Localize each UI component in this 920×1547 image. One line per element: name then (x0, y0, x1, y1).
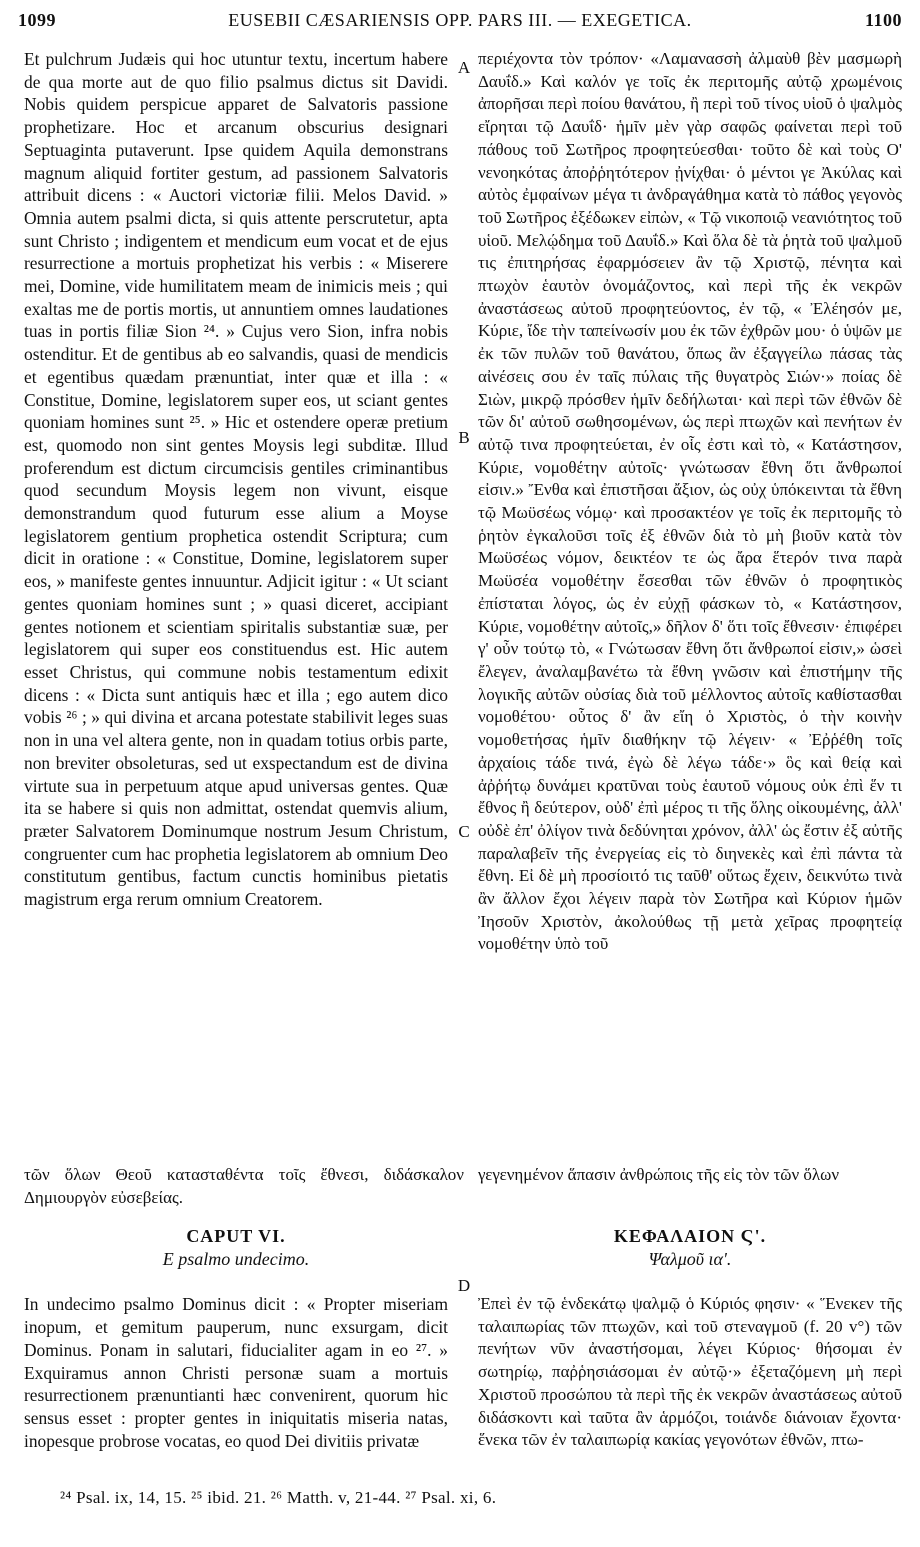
latin-column (24, 48, 448, 911)
caput-title-greek: ΚΕΦΑΛΑΙΟΝ Ϛ'. (613, 1226, 767, 1246)
margin-letter-c: C (458, 822, 470, 841)
running-head (18, 10, 902, 38)
greek-chapter-paragraph: Ἐπεὶ ἐν τῷ ἑνδεκάτῳ ψαλμῷ ὁ Κύριός φησιν· « Ἕνεκεν τῆς ταλαιπωρίας τῶν πτωχῶν, καὶ τοῦ στεναγμοῦ (f. 20 v°) τῶν πενήτων νῦν ἀναστήσομαι, λέγει Κύριος· θήσομαι ἐν σωτηρίῳ, παῤῥησιάσομαι ἐν αὐτῷ·» ἐξεταζόμενη μὴ περὶ Χριστοῦ προσώπου τὰ περὶ τῆς ἐκ νεκρῶν ἀναστάσεως αὐτοῦ διδάσκοντι καὶ ταῦτα ἂν ἁρμόζοι, τοιάνδε διάνοιαν ἔχοντα· ἕνεκα τῶν ἐν ταλαιπωρίᾳ κακίας γεγονότων ἐθνῶν, πτω- (478, 1294, 902, 1450)
margin-letter-d: D (457, 1276, 471, 1295)
latin-text: Et pulchrum Judæis qui hoc utuntur textu, incertum habere de qua morte aut de quo filio psalmus dictus sit Davidi. Nobis quidem perspicue apparet de Salvatoris passione prophetizare. Hoc et arcanum obscurius designari Septuaginta putaverunt. Ipse quidem Aquila demonstrans magnum aliquid fortiter gestum, ad passionem Salvatoris attribuit dicens : « Auctori victoriæ filii. Melos David. » Omnia autem psalmi dicta, si quis attente perscrutetur, apta sunt Christo ; indigentem et mendicum eum vocat et de ejus resurrectione a mortuis prophetizat his verbis : « Miserere mei, Domine, vide humilitatem meam de inimicis meis ; qui exaltas me de portis mortis, ut annuntiem omnes laudationes tuas in portis filiæ Sion ²⁴. » Cujus vero Sion, infra nobis ostenditur. Et de gentibus ab eo salvandis, quasi de mendicis et egentibus quædam prænuntiat, inter quæ et illa : « Constitue, Domine, legislatorem super eos, ut sciant gentes quoniam homines sunt ²⁵. » Hic et ostendere operæ pretium est, quomodo non sint gentes Moysis legi subditæ. Illud proferendum est dictum circumcisis gentiles criminantibus quod secundum Moysis legem non vivunt, eisque demonstrandum quod futurum esse alium a Moyse legislatorem gentium prophetica ostendit Scriptura; cum dicit in oratione : « Constitue, Domine, legislatorem super eos, » manifeste gentes innuuntur. Adjicit igitur : « Ut sciant gentes quoniam homines sunt ; » quasi diceret, accipiant gentes notionem et scientiam spiritalis substantiæ suæ, per legislatorem qui super eos constituendus est. Hic autem esset Christus, qui commune nobis testamentum edixit dicens : « Dicta sunt antiquis hæc et illa ; ego autem dico vobis ²⁶ ; » qui divina et arcana potestate stabilivit leges suas non in una vel altera gente, non in quadam totius orbis parte, non breviter obsoleturas, sed ut exspectandum est de divina virtute sua in perpetuum atque apud universas gentes. Quæ ita se habere si quis non admittat, ostendat quemvis alium, præter Salvatorem Dominumque nostrum Jesum Christum, congruenter cum hac prophetia legislatorem ab omnium Deo constitutum gentibus, factum cunctis hominibus pietatis magistrum erga rerum omnium Creatorem. (24, 49, 448, 910)
caput-title-latin: CAPUT VI. (186, 1226, 286, 1246)
page-number-right: 1100 (864, 10, 902, 30)
greek-chapter-text (478, 1276, 902, 1469)
page-number-left: 1099 (18, 10, 56, 30)
caput-heading-latin (24, 1226, 448, 1270)
greek-text: περιέχοντα τὸν τρόπον· «Λαμανασσὴ ἀλμαὺθ βὲν μασμωρὴ Δαυΐδ.» Καὶ καλόν γε τοῖς ἐκ περιτομῆς αὐτῷ χρωμένοις ἀπορῆσαι περὶ ποίου θανάτου, ἢ περὶ τοῦ τίνος υἱοῦ ὁ ψαλμὸς εἴρηται τῷ Δαυΐδ· ἡμῖν μὲν γὰρ σαφῶς φαίνεται περὶ τοῦ πάθους τοῦ Σωτῆρος προφητεύεσθαι· τοῦτο δὲ καὶ τοὺς Ο' νενοηκότας ἀποῤῥητότερον ᾐνίχθαι· ὁ μέντοι γε Ἀκύλας καὶ αὐτὸς ἐμφαίνων μέγα τι ἀνδραγάθημα κατὰ τὸ πάθος γεγονὸς τοῦ Σωτῆρος ἐξέδωκεν εἰπὼν, « Τῷ νικοποιῷ νεανιότητος τοῦ υἱοῦ. Μελῴδημα τοῦ Δαυΐδ.» Καὶ ὅλα δὲ τὰ ῥητὰ τοῦ ψαλμοῦ τις ἐπιτηρήσας ἐφαρμόσειεν ἂν τῷ Χριστῷ, πένητα καὶ πτωχὸν ἑαυτὸν ὀνομάζοντος, καὶ περὶ τῆς ἐκ νεκρῶν ἀναστάσεως αὐτοῦ προφητεύοντος, ἐν τῷ, « Ἐλέησόν με, Κύριε, ἴδε τὴν ταπείνωσίν μου ἐκ τῶν ἐχθρῶν μου· ὁ ὑψῶν με ἐκ τῶν πυλῶν τοῦ θανάτου, ὅπως ἂν ἐξαγγείλω πάσας τὰς αἰνέσεις σου ἐν ταῖς πύλαις τῆς θυγατρὸς Σιών·» ποίας δὲ Σιὼν, μικρῷ πρόσθεν ἡμῖν δεδήλωται· καὶ περὶ τῶν ἐθνῶν δὲ τῶν δι' αὐτοῦ σωθησομένων, ὡς περὶ πτωχῶν καὶ πενήτων ἐν αὐτῷ τινα προφητεύεται, ἐν οἷς ἐστι καὶ τὸ, « Κατάστησον, Κύριε, νομοθέτην αὐτοῖς· γνώτωσαν ἔθνη ὅτι ἄνθρωποί εἰσιν.» Ἔνθα καὶ ἐπιστῆσαι ἄξιον, ὡς οὐχ ὑπόκεινται τὰ ἔθνη τῷ Μωϋσέως νόμῳ· καὶ προσακτέον γε τοῖς ἐκ περιτομῆς τὸ ῥητὸν ἐγκαλοῦσι τοῖς ἐξ ἐθνῶν διὰ τὸ μὴ βιοῦν κατὰ τὸν Μωϋσέως νόμον, δεικτέον τε ὡς ἄρα ἕτερόν τινα παρὰ Μωϋσέα νομοθέτην ἔσεσθαι τῶν ἐθνῶν ὁ προφητικὸς ἐπίσταται λόγος, ὡς ἐν εὐχῇ φάσκων τὸ, « Κατάστησον, Κύριε, νομοθέτην αὐτοῖς,» δῆλον δ' ὅτι τοῖς ἔθνεσιν· ἐπιφέρει γ' οὖν τούτῳ τὸ, « Γνώτωσαν ἔθνη ὅτι ἄνθρωποί εἰσιν,» ὡσεὶ ἔλεγεν, ἀναλαμβανέτω τὰ ἔθνη γνῶσιν καὶ ἐπιστήμην τῆς λογικῆς αὐτῶν οὐσίας διὰ τοῦ μέλλοντος αὐτοῖς καθίστασθαι νομοθέτου· οὗτος δ' ἂν εἴη ὁ Χριστὸς, ὁ τὴν κοινὴν νομοθετήσας ἡμῖν διαθήκην τῷ λέγειν· « Ἐῤῥέθη τοῖς ἀρχαίοις τάδε τινά, ἐγὼ δὲ λέγω τάδε·» ὃς καὶ θείᾳ καὶ ἀῤῥήτῳ δυνάμει κρατῦναι τοὺς ἑαυτοῦ νόμους οὐκ ἐπὶ ἕν τι ἔθνος ἢ δεύτερον, οὐδ' ἐπὶ μέρος τι τῆς ὅλης οἰκουμένης, ἀλλ' οὐδὲ ἐπ' ὀλίγον τινὰ δεδύνηται χρόνον, ἀλλ' ὡς ἔστιν ἐξ αὐτῆς παραλαβεῖν τῆς ἐνεργείας εἰς τὸ διηνεκὲς καὶ ἐπὶ πάντα τὰ ἔθνη. Εἰ δὲ μὴ προσίοιτό τις ταῦθ' οὕτως ἔχειν, δεικνύτω τινὰ ἂν ἄλλον ἔχοι λέγειν παρὰ τὸν Σωτῆρα καὶ Κύριον ἡμῶν Ἰησοῦν Χριστὸν, ἀκολούθως τῇ μετὰ χεῖρας προφητείᾳ νομοθέτην ὑπὸ τοῦ (478, 49, 902, 954)
greek-column (478, 48, 902, 956)
latin-chapter-text (24, 1276, 448, 1470)
greek-continuation-right: γεγενημένον ἅπασιν ἀνθρώποις τῆς εἰς τὸν τῶν ὅλων (478, 1165, 840, 1184)
margin-letter-a: A (457, 58, 471, 77)
footnotes: ²⁴ Psal. ix, 14, 15. ²⁵ ibid. 21. ²⁶ Matth. v, 21-44. ²⁷ Psal. xi, 6. (60, 1488, 497, 1507)
caput-subtitle-greek: Ψαλμοῦ ια'. (648, 1249, 732, 1269)
caput-subtitle-latin: E psalmo undecimo. (162, 1249, 310, 1269)
running-title: EUSEBII CÆSARIENSIS OPP. PARS III. — EXEGETICA. (228, 10, 692, 30)
latin-chapter-paragraph: In undecimo psalmo Dominus dicit : « Propter miseriam inopum, et gemitum pauperum, nunc exsurgam, dicit Dominus. Ponam in salutari, fiducialiter agam in eo ²⁷. » Exquiramus annon Christi personæ suam a mortuis resurrectionem prænuntianti hæc convenirent, quorum hic sensus esset : propter gentes in iniquitatis miseria natas, inopesque probrose vocatas, eo quod Dei divitiis privatæ (24, 1294, 448, 1451)
caput-heading-greek (478, 1226, 902, 1270)
greek-continuation-left: τῶν ὅλων Θεοῦ κατασταθέντα τοῖς ἔθνεσι, διδάσκαλον Δημιουργὸν εὐσεβείας. (24, 1165, 464, 1207)
margin-letter-b: B (458, 428, 470, 447)
